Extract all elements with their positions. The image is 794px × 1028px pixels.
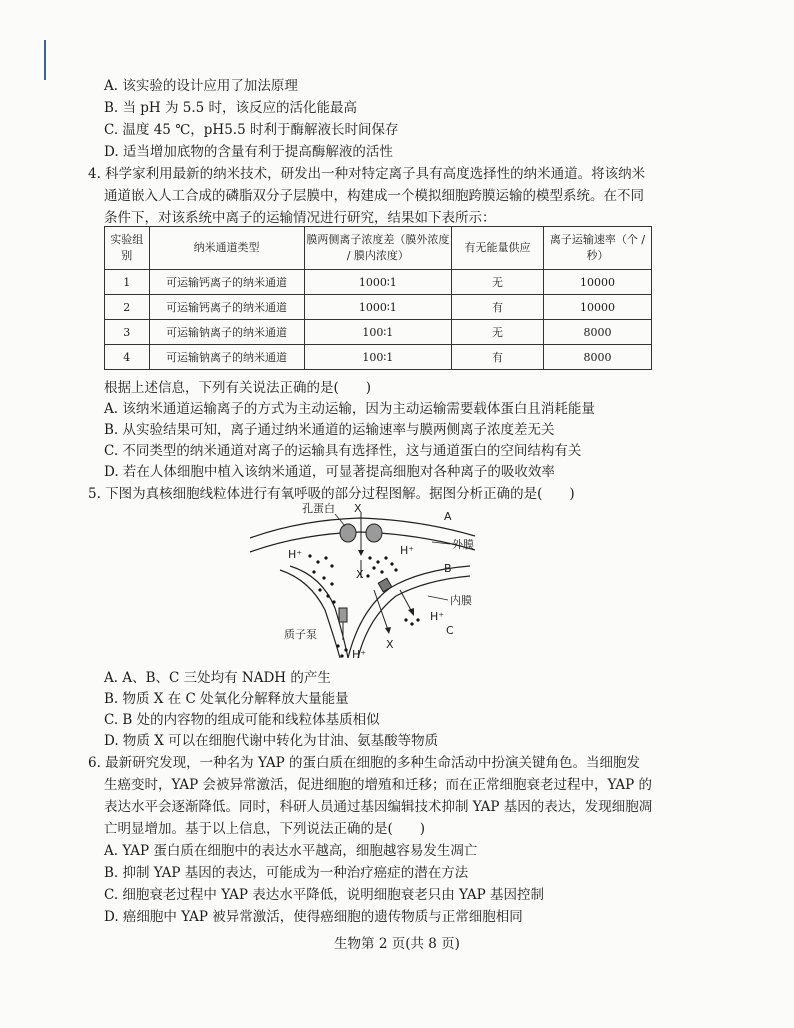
inner-membrane-right-inner — [358, 576, 470, 658]
q6-stem-line4: 亡明显增加。基于以上信息，下列说法正确的是( ) — [104, 821, 426, 837]
q4-option-d: D. 若在人体细胞中植入该纳米通道，可显著提高细胞对各种离子的吸收效率 — [104, 464, 555, 480]
table-header: 有无能量供应 — [452, 227, 544, 270]
table-cell: 1000∶1 — [304, 295, 452, 320]
h-label-c: H⁺ — [430, 610, 445, 623]
q3-option-b: B. 当 pH 为 5.5 时，该反应的活化能最高 — [104, 100, 358, 116]
table-cell: 10000 — [543, 295, 651, 320]
table-row — [105, 320, 652, 345]
table-cell: 2 — [105, 295, 150, 320]
table-cell: 8000 — [543, 345, 651, 370]
x-arrow-right — [400, 590, 412, 612]
table-header-row — [105, 227, 652, 270]
inner-membrane-right-outer — [348, 566, 470, 658]
table-cell: 4 — [105, 345, 150, 370]
table-cell: 无 — [452, 270, 544, 295]
mitochondria-diagram — [240, 500, 480, 665]
table-header: 离子运输速率（个 / 秒） — [543, 227, 651, 270]
table-cell: 8000 — [543, 320, 651, 345]
page-footer: 生物第 2 页(共 8 页) — [334, 936, 460, 952]
q5-option-b: B. 物质 X 在 C 处氧化分解释放大量能量 — [104, 691, 349, 707]
label-a: A — [444, 510, 452, 523]
margin-mark — [44, 40, 46, 80]
table-header: 实验组别 — [105, 227, 150, 270]
table-cell: 有 — [452, 345, 544, 370]
table-cell: 无 — [452, 320, 544, 345]
q6-stem-line2: 生癌变时，YAP 会被异常激活，促进细胞的增殖和迁移；而在正常细胞衰老过程中，YAP 的 — [104, 777, 652, 793]
q5-option-c: C. B 处的内容物的组成可能和线粒体基质相似 — [104, 712, 380, 728]
q5-stem: 5. 下图为真核细胞线粒体进行有氧呼吸的部分过程图解。据图分析正确的是( ) — [88, 486, 575, 502]
h-label-right: H⁺ — [400, 544, 415, 557]
q4-question: 根据上述信息，下列有关说法正确的是( ) — [104, 380, 372, 396]
proton-pump-icon — [339, 608, 347, 622]
q6-option-d: D. 癌细胞中 YAP 被异常激活，使得癌细胞的遗传物质与正常细胞相同 — [104, 909, 523, 925]
table-row — [105, 345, 652, 370]
arrowhead — [408, 608, 414, 616]
q6-stem-line3: 表达水平会逐渐降低。同时，科研人员通过基因编辑技术抑制 YAP 基因的表达，发现细胞凋 — [104, 799, 653, 815]
q6-option-a: A. YAP 蛋白质在细胞中的表达水平越高，细胞越容易发生凋亡 — [104, 843, 478, 859]
inner-membrane-label: 内膜 — [450, 594, 472, 607]
q6-option-b: B. 抑制 YAP 基因的表达，可能成为一种治疗癌症的潜在方法 — [104, 865, 469, 881]
outer-membrane-top — [250, 518, 475, 538]
table-row — [105, 270, 652, 295]
q4-option-b: B. 从实验结果可知，离子通过纳米通道的运输速率与膜两侧离子浓度差无关 — [104, 422, 555, 438]
q3-option-c: C. 温度 45 ℃，pH5.5 时利于酶解液长时间保存 — [104, 122, 399, 138]
nanochannel-table — [104, 226, 652, 370]
inner-leader — [428, 596, 448, 600]
pore-protein-label: 孔蛋白 — [302, 502, 335, 515]
outer-membrane-bottom — [250, 532, 475, 552]
q4-option-c: C. 不同类型的纳米通道对离子的运输具有选择性，这与通道蛋白的空间结构有关 — [104, 443, 582, 459]
table-cell: 可运输钙离子的纳米通道 — [149, 270, 304, 295]
x-label-mid: X — [356, 568, 364, 581]
inner-membrane-carrier — [378, 578, 392, 592]
label-b: B — [444, 562, 452, 575]
table-cell: 有 — [452, 295, 544, 320]
proton-pump-label: 质子泵 — [284, 628, 317, 641]
q4-option-a: A. 该纳米通道运输离子的方式为主动运输，因为主动运输需要载体蛋白且消耗能量 — [104, 401, 595, 417]
table-cell: 可运输钠离子的纳米通道 — [149, 320, 304, 345]
table-cell: 可运输钠离子的纳米通道 — [149, 345, 304, 370]
particle-dots — [308, 554, 419, 657]
q3-option-a: A. 该实验的设计应用了加法原理 — [104, 78, 298, 94]
q6-stem-line1: 6. 最新研究发现，一种名为 YAP 的蛋白质在细胞的多种生命活动中扮演关键角色。当细胞发 — [88, 755, 640, 771]
table-cell: 1 — [105, 270, 150, 295]
label-c: C — [446, 624, 454, 637]
q6-option-c: C. 细胞衰老过程中 YAP 表达水平降低，说明细胞衰老只由 YAP 基因控制 — [104, 887, 544, 903]
table-header: 膜两侧离子浓度差（膜外浓度 / 膜内浓度） — [304, 227, 452, 270]
h-label-left: H⁺ — [288, 548, 303, 561]
table-header: 纳米通道类型 — [149, 227, 304, 270]
arrowhead — [358, 550, 364, 556]
table-cell: 3 — [105, 320, 150, 345]
arrowhead — [385, 627, 391, 634]
pore-protein-left — [340, 524, 356, 542]
table-cell: 10000 — [543, 270, 651, 295]
pore-protein-right — [366, 524, 382, 542]
outer-membrane-label: 外膜 — [452, 538, 474, 551]
q5-option-d: D. 物质 X 可以在细胞代谢中转化为甘油、氨基酸等物质 — [104, 733, 439, 749]
table-cell: 100∶1 — [304, 320, 452, 345]
table-cell: 1000∶1 — [304, 270, 452, 295]
q5-option-a: A. A、B、C 三处均有 NADH 的产生 — [104, 670, 331, 686]
q3-option-d: D. 适当增加底物的含量有利于提高酶解液的活性 — [104, 144, 393, 160]
table-row — [105, 295, 652, 320]
table-cell: 100∶1 — [304, 345, 452, 370]
x-label-bottom: X — [386, 638, 394, 651]
x-label-top: X — [354, 502, 362, 515]
h-label-pump: H⁺ — [352, 648, 367, 661]
q4-stem-line3: 条件下，对该系统中离子的运输情况进行研究，结果如下表所示： — [104, 210, 496, 226]
q4-stem-line2: 通道嵌入人工合成的磷脂双分子层膜中，构建成一个模拟细胞跨膜运输的模型系统。在不同 — [104, 188, 644, 204]
q4-stem-line1: 4. 科学家利用最新的纳米技术，研发出一种对特定离子具有高度选择性的纳米通道。将该纳米 — [88, 166, 646, 182]
table-cell: 可运输钙离子的纳米通道 — [149, 295, 304, 320]
